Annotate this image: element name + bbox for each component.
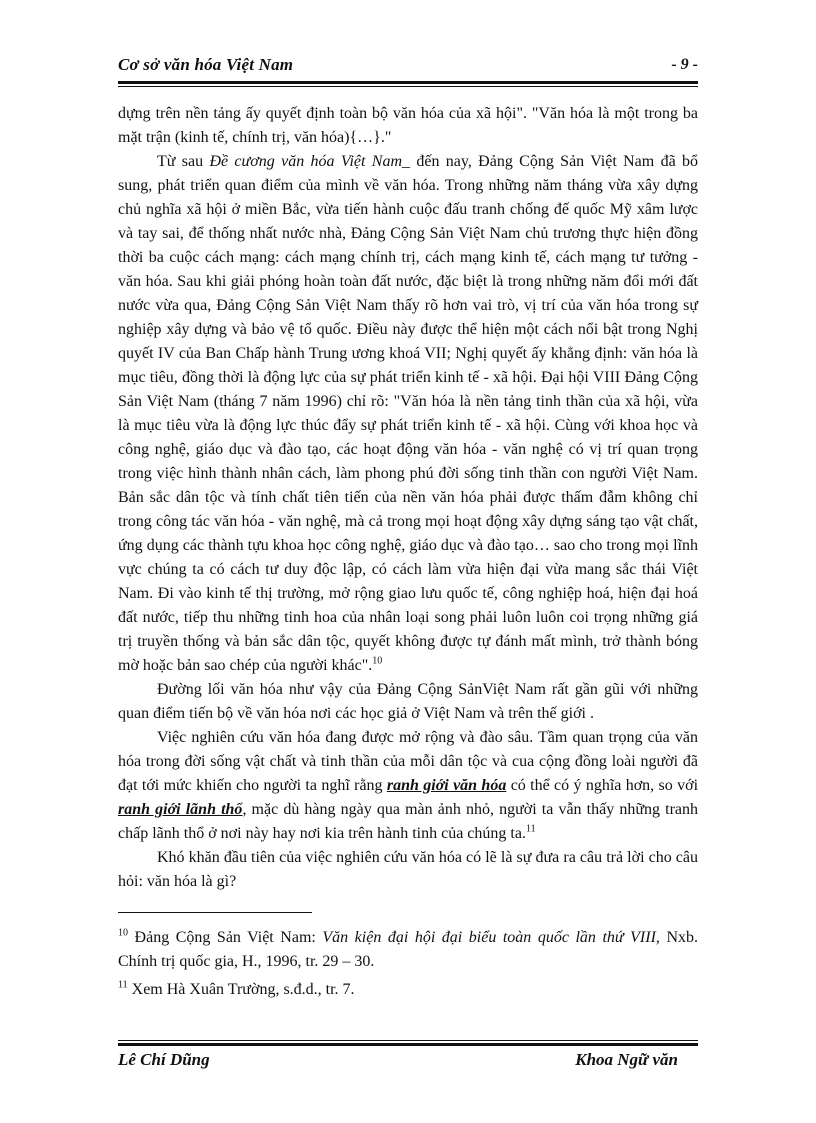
paragraph-2 [118, 150, 698, 678]
footer-department: Khoa Ngữ văn [575, 1050, 678, 1069]
footnote-10-tail: , Nxb. Chính trị quốc gia, H., 1996, tr. 29 – 30. [118, 929, 698, 970]
paragraph-1 [118, 102, 698, 150]
paragraph-4 [118, 726, 698, 846]
header-rule-thin [118, 86, 698, 87]
footnotes [118, 926, 698, 1006]
footnote-ref-10[interactable]: 10 [372, 655, 383, 667]
body-text [118, 102, 698, 894]
paragraph-1-text: dựng trên nền tảng ấy quyết định toàn bộ văn hóa của xã hội". "Văn hóa là một trong ba mặt trận (kinh tế, chính trị, văn hóa){…}." [118, 105, 698, 146]
footnote-10-number: 10 [118, 927, 128, 939]
page-number: - 9 - [671, 56, 698, 73]
footer-author: Lê Chí Dũng [118, 1050, 210, 1069]
footnote-separator [118, 912, 312, 913]
paragraph-4-text-1: Việc nghiên cứu văn hóa đang được mở rộng và đào sâu. Tầm quan trọng của văn hóa trong đời sống vật chất và tinh thần của mỗi dân tộc và cua cộng đồng loài người đã đạt tới mức khiến cho người ta nghĩ rằng [118, 729, 698, 794]
page-footer [118, 1050, 698, 1076]
header-rule-thick [118, 81, 698, 84]
footnote-11 [118, 978, 698, 1002]
paragraph-2-title: Đề cương văn hóa Việt Nam [209, 153, 403, 170]
footnote-10-lead: Đảng Cộng Sản Việt Nam: [128, 929, 323, 946]
paragraph-3 [118, 678, 698, 726]
footnote-ref-11[interactable]: 11 [525, 823, 536, 835]
footer-rule-thin [118, 1040, 698, 1041]
footnote-10 [118, 926, 698, 974]
emphasis-territorial-boundary: ranh giới lãnh thổ [118, 801, 243, 818]
footnote-10-title: Văn kiện đại hội đại biểu toàn quốc lần thứ VIII [322, 929, 656, 946]
page-header [118, 55, 698, 81]
paragraph-3-text: Đường lối văn hóa như vậy của Đảng Cộng SảnViệt Nam rất gần gũi với những quan điểm tiến bộ về văn hóa nơi các học giả ở Việt Nam và trên thế giới . [118, 681, 698, 722]
emphasis-cultural-boundary: ranh giới văn hóa [386, 777, 507, 794]
header-title: Cơ sở văn hóa Việt Nam [118, 55, 294, 74]
paragraph-2-text: _ đến nay, Đảng Cộng Sản Việt Nam đã bổ sung, phát triển quan điểm của mình về văn hóa. Trong những năm tháng vừa xây dựng chủ nghĩa xã hội ở miền Bắc, vừa tiến hành cuộc đấu tranh chống đế quốc Mỹ xâm lược và tay sai, để thống nhất nước nhà, Đảng Cộng Sản Việt Nam chủ trương thực hiện đồng thời ba cuộc cách mạng: cách mạng chính trị, cách mạng kinh tế, cách mạng tư tưởng - văn hóa. Sau khi giải phóng hoàn toàn đất nước, đặc biệt là trong những năm đổi mới đất nước vừa qua, Đảng Cộng Sản Việt Nam thấy rõ hơn vai trò, vị trí của văn hóa trong sự nghiệp xây dựng và bảo vệ tổ quốc. Điều này được thể hiện một cách nổi bật trong Nghị quyết IV của Ban Chấp hành Trung ương khoá VII; Nghị quyết ấy khẳng định: văn hóa là mục tiêu, đồng thời là động lực của sự phát triển kinh tế - xã hội. Đại hội VIII Đảng Cộng Sản Việt Nam (tháng 7 năm 1996) chỉ rõ: "Văn hóa là nền tảng tinh thần của xã hội, vừa là mục tiêu vừa là động lực thúc đẩy sự phát triển kinh tế - xã hội. Cùng với khoa học và công nghệ, giáo dục và đào tạo, các hoạt động văn hóa - văn nghệ có vị trí quan trọng trong việc hình thành nhân cách, làm phong phú đời sống tinh thần con người Việt Nam. Bản sắc dân tộc và tính chất tiên tiến của nền văn hóa phải được thấm đẫm không chỉ trong công tác văn hóa - văn nghệ, mà cả trong mọi hoạt động xây dựng sáng tạo vật chất, ứng dụng các thành tựu khoa học công nghệ, giáo dục và đào tạo… sao cho trong mọi lĩnh vực chúng ta có cách tư duy độc lập, có cách làm vừa hiện đại vừa mang sắc thái Việt Nam. Đi vào kinh tế thị trường, mở rộng giao lưu quốc tế, công nghiệp hoá, hiện đại hoá đất nước, tiếp thu những tinh hoa của nhân loại song phải luôn luôn coi trọng những giá trị truyền thống và bản sắc dân tộc, quyết không được tự đánh mất mình, trở thành bóng mờ hoặc bản sao chép của người khác". [118, 153, 698, 674]
paragraph-5-text: Khó khăn đầu tiên của việc nghiên cứu văn hóa có lẽ là sự đưa ra câu trả lời cho câu hỏi: văn hóa là gì? [118, 849, 698, 890]
footnote-11-number: 11 [118, 979, 128, 991]
paragraph-5 [118, 846, 698, 894]
footer-rule-thick [118, 1043, 698, 1046]
paragraph-4-text-3: , mặc dù hàng ngày qua màn ảnh nhỏ, người ta vẫn thấy những tranh chấp lãnh thổ ở nơi này hay nơi kia trên hành tinh của chúng ta. [118, 801, 698, 842]
paragraph-2-lead: Từ sau [157, 153, 210, 170]
paragraph-4-text-2: có thể có ý nghĩa hơn, so với [506, 777, 699, 794]
footnote-11-text: Xem Hà Xuân Trường, s.đ.d., tr. 7. [127, 981, 355, 998]
